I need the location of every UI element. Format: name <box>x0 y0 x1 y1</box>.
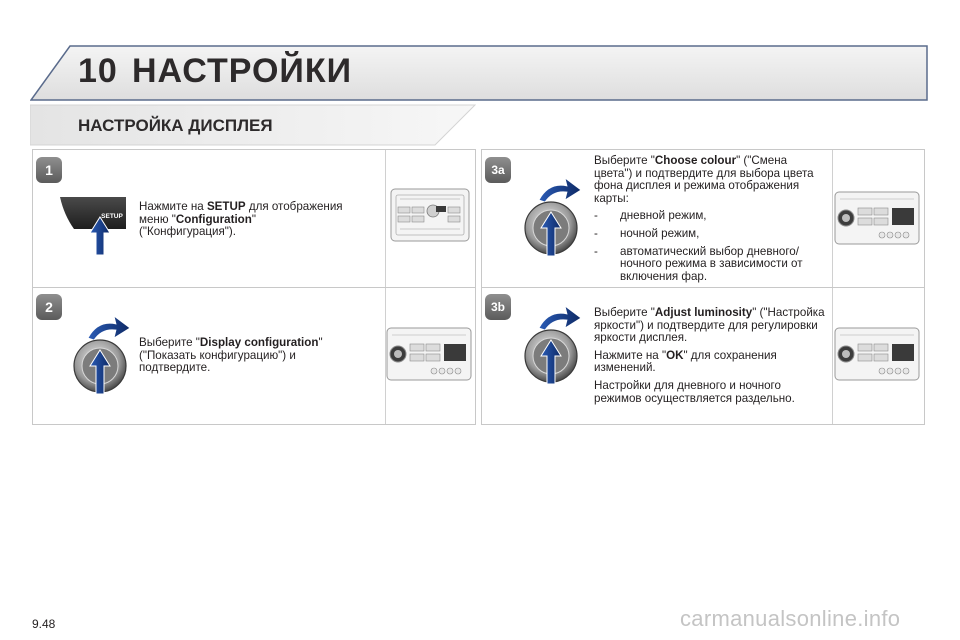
step-3b-keyword-ok: OK <box>666 348 684 362</box>
step-3b-text-a: Выберите " <box>594 306 655 319</box>
step-1-keyword-setup: SETUP <box>206 200 246 213</box>
step-3b-keyword-adjust-luminosity: Adjust luminosity <box>654 306 753 319</box>
chapter-number: 10 <box>78 52 118 90</box>
step-2-text-a: Выберите " <box>139 336 200 349</box>
step-3b-text-b: " ("Настройка яркости") и подтвердите для регулировки яркости дисплея. <box>594 306 825 345</box>
page-number: 9.48 <box>32 617 56 631</box>
setup-button-label: SETUP <box>101 213 123 220</box>
step-text-1 <box>139 201 355 244</box>
bullet-day-mode: дневной режим, <box>620 209 707 223</box>
step-3b-text-c: Нажмите на " <box>594 348 667 362</box>
setup-button-illustration <box>60 193 132 257</box>
bullet-auto-mode: автоматический выбор дневного/ночного режима в зависимости от включения фар. <box>620 244 803 283</box>
list-item: - дневной режим, <box>594 209 707 223</box>
radio-unit-illustration-2 <box>386 326 472 382</box>
knob-rotate-press-illustration-2 <box>68 314 134 396</box>
section-title: НАСТРОЙКА ДИСПЛЕЯ <box>78 116 273 135</box>
step-text-2 <box>139 337 351 380</box>
step-1-keyword-configuration: Configuration <box>175 212 252 226</box>
panel-divider <box>832 150 833 287</box>
list-item: - автоматический выбор дневного/ночного режима в зависимости от включения фар. <box>594 246 828 284</box>
step-1-text-b: для отображения меню " <box>139 200 343 226</box>
radio-unit-illustration-1 <box>390 185 470 245</box>
panel-divider <box>832 288 833 424</box>
step-text-3a <box>594 155 828 288</box>
step-2-text-b: " ("Показать конфигурацию") и подтвердите. <box>139 336 323 375</box>
panel-divider <box>385 150 386 287</box>
watermark: carmanualsonline.info <box>680 606 901 631</box>
step-3a-text-a: Выберите " <box>594 154 655 167</box>
step-1-text-a: Нажмите на <box>139 200 207 213</box>
step-badge-1: 1 <box>36 157 62 183</box>
step-badge-3b: 3b <box>485 294 511 320</box>
knob-rotate-press-illustration-3b <box>519 304 585 386</box>
knob-rotate-press-illustration-3a <box>519 176 585 258</box>
step-1-text-c: " ("Конфигурация"). <box>139 212 256 239</box>
list-item: - ночной режим, <box>594 226 700 240</box>
step-2-keyword-display-configuration: Display configuration <box>199 336 319 349</box>
step-3a-keyword-choose-colour: Choose colour <box>654 154 737 167</box>
radio-unit-illustration-3a <box>834 190 920 246</box>
step-3a-text-b: " ("Смена цвета") и подтвердите для выбора цвета фона дисплея и режима отображения карты: <box>594 154 814 205</box>
step-3b-text-e: Настройки для дневного и ночного режимов осуществляется раздельно. <box>594 378 795 405</box>
step-3b-text-d: " для сохранения изменений. <box>594 348 777 375</box>
step-badge-2: 2 <box>36 294 62 320</box>
radio-unit-illustration-3b <box>834 326 920 382</box>
chapter-title: НАСТРОЙКИ <box>132 52 353 90</box>
step-text-3b <box>594 307 828 410</box>
step-badge-3a: 3a <box>485 157 511 183</box>
bullet-night-mode: ночной режим, <box>620 226 700 240</box>
